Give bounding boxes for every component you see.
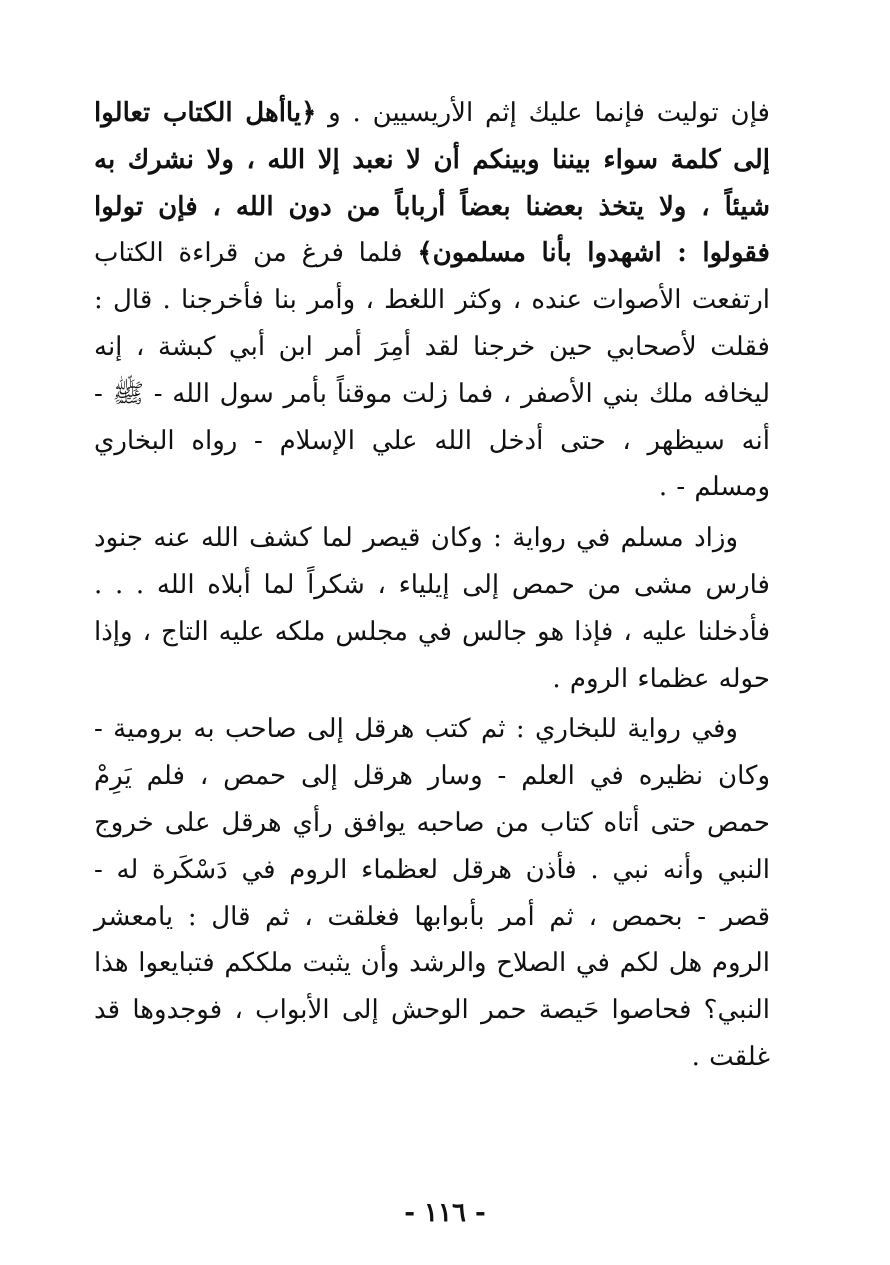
paragraph-hadith-letter: [94, 90, 770, 511]
paragraph-bukhari-narration: وفي رواية للبخاري : ثم كتب هرقل إلى صاحب به برومية - وكان نظيره في العلم - وسار هرقل إلى حمص ، فلم يَرِمْ حمص حتى أتاه كتاب من صاحبه يوافق رأي هرقل على خروج النبي وأنه نبي . فأذن هرقل لعظماء الروم في دَسْكَرة له - قصر - بحمص ، ثم أمر بأبوابها فغلقت ، ثم قال : يامعشر الروم هل لكم في الصلاح والرشد وأن يثبت ملككم فتبايعوا هذا النبي؟ فحاصوا حَيصة حمر الوحش إلى الأبواب ، فوجدوها قد غلقت .: [94, 714, 770, 1072]
paragraph-continuation-text: فلما فرغ من قراءة الكتاب ارتفعت الأصوات عنده ، وكثر اللغط ، وأمر بنا فأخرجنا . قال : فقلت لأصحابي حين خرجنا لقد أمِرَ أمر ابن أبي كبشة ، إنه ليخافه ملك بني الأصفر ، فما زلت موقناً بأمر سول الله - ﷺ - أنه سيظهر ، حتى أدخل الله علي الإسلام - رواه البخاري ومسلم - .: [94, 238, 770, 503]
quran-verse: ﴿ياأهل الكتاب تعالوا إلى كلمة سواء بيننا وبينكم أن لا نعبد إلا الله ، ولا نشرك به شيئاً ، ولا يتخذ بعضنا بعضاً أرباباً من دون الله ، فإن تولوا فقولوا : اشهدوا بأنا مسلمون﴾: [94, 98, 770, 269]
paragraph-intro-text: فإن توليت فإنما عليك إثم الأريسيين . و: [316, 98, 770, 128]
paragraph-muslim-narration: وزاد مسلم في رواية : وكان قيصر لما كشف الله عنه جنود فارس مشى من حمص إلى إيلياء ، شكراً لما أبلاه الله . . . فأدخلنا عليه ، فإذا هو جالس في مجلس ملكه عليه التاج ، وإذا حوله عظماء الروم .: [94, 523, 770, 694]
page-number: - ١١٦ -: [404, 1198, 486, 1228]
document-body: [94, 90, 770, 1085]
